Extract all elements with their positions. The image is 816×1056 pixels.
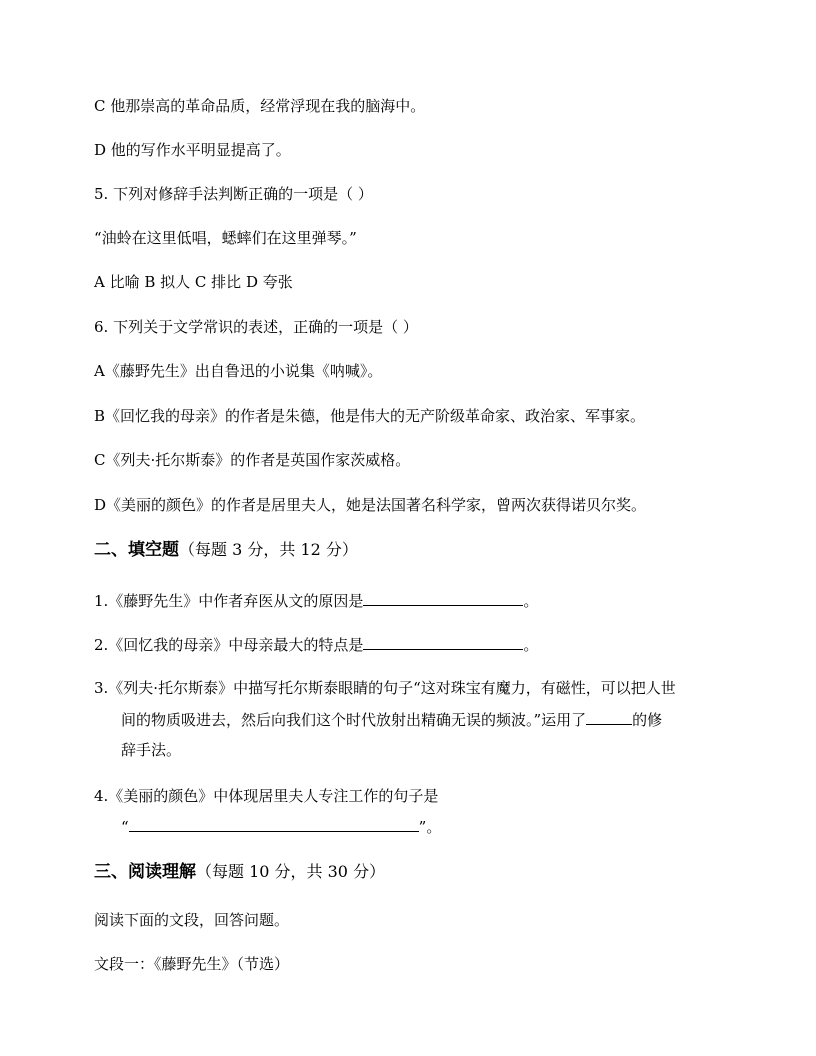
question-6-option-c: C《列夫·托尔斯泰》的作者是英国作家茨威格。 [94, 451, 411, 469]
fill-question-3-line-1: 3.《列夫·托尔斯泰》中描写托尔斯泰眼睛的句子“这对珠宝有魔力，有磁性，可以把人世 [94, 679, 676, 697]
question-5-quote: “油蛉在这里低唱，蟋蟀们在这里弹琴。” [94, 229, 357, 247]
fill-question-4-open-quote: “ [121, 818, 129, 836]
passage-1-title: 文段一：《藤野先生》（节选） [94, 955, 290, 973]
fill-question-4-line-1: 4.《美丽的颜色》中体现居里夫人专注工作的句子是 [94, 787, 439, 805]
fill-question-2-text: 2.《回忆我的母亲》中母亲最大的特点是 [94, 636, 364, 654]
question-5-options: A 比喻 B 拟人 C 排比 D 夸张 [94, 273, 293, 291]
fill-question-3-text-a: 间的物质吸进去，然后向我们这个时代放射出精确无误的频波。”运用了 [121, 711, 587, 729]
fill-question-3-text-b: 的修 [632, 711, 663, 729]
fill-question-3-line-2 [121, 709, 662, 730]
fill-question-1-end: 。 [523, 592, 539, 610]
section-3-heading [94, 862, 385, 882]
section-2-title: 二、填空题 [94, 540, 179, 560]
fill-question-3-line-3: 辞手法。 [121, 741, 182, 759]
option-c: C 他那崇高的革命品质，经常浮现在我的脑海中。 [94, 97, 426, 115]
question-6-option-b: B《回忆我的母亲》的作者是朱德，他是伟大的无产阶级革命家、政治家、军事家。 [94, 407, 646, 425]
section-3-title: 三、阅读理解 [94, 862, 196, 882]
section-3-note: （每题 10 分，共 30 分） [196, 862, 386, 881]
answer-blank[interactable] [586, 709, 632, 725]
fill-question-4-line-2 [121, 816, 441, 837]
fill-question-1 [94, 590, 538, 611]
question-6-option-d: D《美丽的颜色》的作者是居里夫人，她是法国著名科学家，曾两次获得诺贝尔奖。 [94, 496, 647, 514]
answer-blank[interactable] [363, 590, 523, 606]
fill-question-1-text: 1.《藤野先生》中作者弃医从文的原因是 [94, 592, 364, 610]
answer-blank[interactable] [363, 634, 523, 650]
question-6-stem: 6. 下列关于文学常识的表述，正确的一项是（ ） [94, 318, 418, 336]
fill-question-2 [94, 634, 538, 655]
question-5-stem: 5. 下列对修辞手法判断正确的一项是（ ） [94, 185, 373, 203]
section-2-heading [94, 540, 358, 560]
reading-instruction: 阅读下面的文段，回答问题。 [94, 911, 290, 929]
answer-blank[interactable] [129, 816, 419, 832]
fill-question-4-close: ”。 [418, 818, 442, 836]
section-2-note: （每题 3 分，共 12 分） [179, 540, 358, 559]
question-6-option-a: A《藤野先生》出自鲁迅的小说集《呐喊》。 [94, 362, 383, 380]
fill-question-2-end: 。 [523, 636, 539, 654]
option-d: D 他的写作水平明显提高了。 [94, 141, 291, 159]
